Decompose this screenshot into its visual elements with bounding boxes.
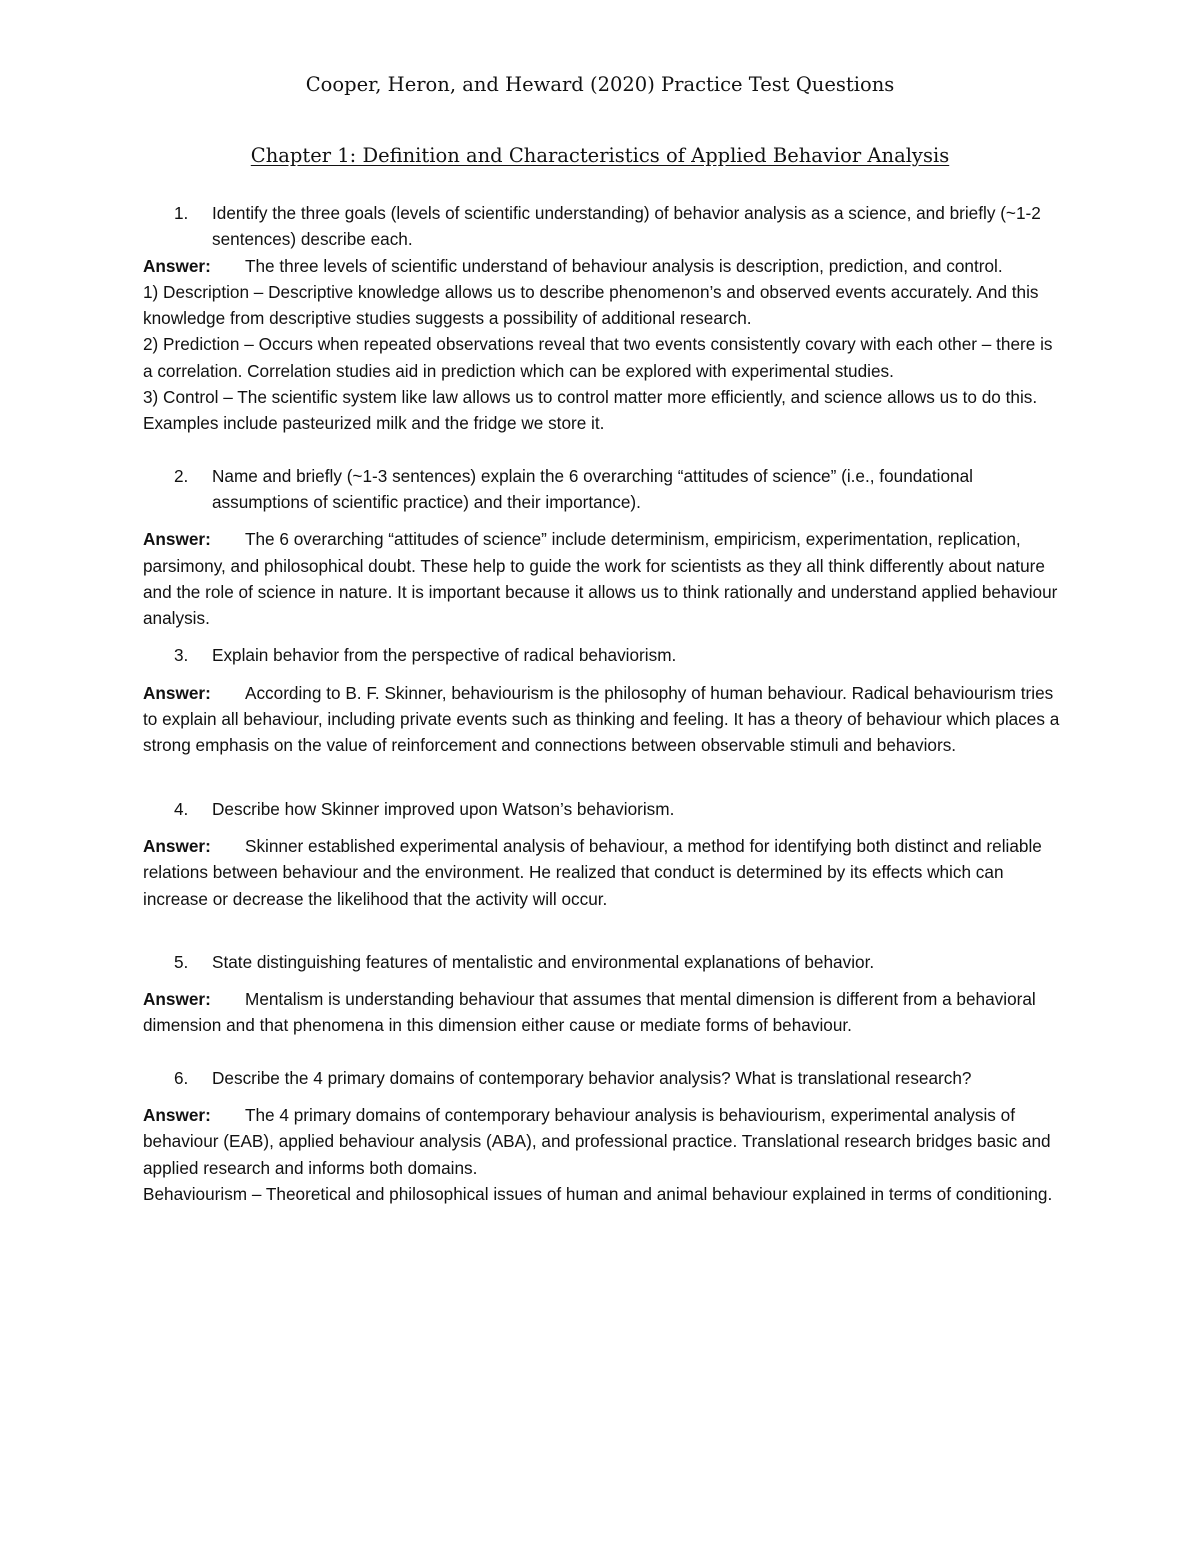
answer-detail: 1) Description – Descriptive knowledge allows us to describe phenomenon’s and observed events accurately. And this knowledge from descriptive studies suggests a possibility of additional research. bbox=[143, 281, 1039, 329]
answer-detail: Behaviourism – Theoretical and philosophical issues of human and animal behaviour explained in terms of conditioning. bbox=[143, 1183, 1053, 1204]
answer-text: The 4 primary domains of contemporary behaviour analysis is behaviourism, experimental analysis of behaviour (EAB), applied behaviour analysis (ABA), and professional practice. Translational research bridges basic and applied research and informs both domains. bbox=[143, 1105, 1051, 1178]
answer-label: Answer: bbox=[143, 529, 211, 550]
answer-text: The three levels of scientific understand of behaviour analysis is description, prediction, and control. bbox=[245, 255, 1003, 276]
chapter-title: Chapter 1: Definition and Characteristics of Applied Behavior Analysis bbox=[250, 144, 950, 167]
question-prompt: Describe how Skinner improved upon Watson’s behaviorism. bbox=[212, 798, 675, 819]
question-number: 1. bbox=[174, 203, 189, 223]
answer-label: Answer: bbox=[143, 255, 211, 276]
answer-text: Skinner established experimental analysis of behaviour, a method for identifying both distinct and reliable relations between behaviour and the environment. He realized that conduct is determined by its effects which can increase or decrease the likelihood that the activity will occur. bbox=[143, 835, 1042, 909]
question-prompt: Explain behavior from the perspective of radical behaviorism. bbox=[212, 645, 677, 666]
answer-1 bbox=[143, 253, 1063, 279]
question-prompt: Describe the 4 primary domains of contemporary behavior analysis? What is translational research? bbox=[212, 1067, 972, 1088]
answer-detail: 3) Control – The scientific system like law allows us to control matter more efficiently, and science allows us to do this. Examples include pasteurized milk and the fridge we store it. bbox=[143, 387, 1038, 434]
question-number: 4. bbox=[174, 798, 189, 819]
document-body bbox=[143, 200, 1063, 1207]
question-6 bbox=[143, 1065, 1063, 1091]
answer-4 bbox=[143, 833, 1063, 912]
question-4 bbox=[143, 796, 1063, 822]
answer-label: Answer: bbox=[143, 989, 211, 1010]
answer-2 bbox=[143, 526, 1063, 631]
answer-text: Mentalism is understanding behaviour that assumes that mental dimension is different from a behavioral dimension and that phenomena in this dimension either cause or mediate forms of behaviour. bbox=[143, 989, 1036, 1036]
question-number: 5. bbox=[174, 951, 189, 972]
question-prompt: State distinguishing features of mentalistic and environmental explanations of behavior. bbox=[212, 951, 875, 972]
answer-label: Answer: bbox=[143, 1105, 211, 1126]
answer-5 bbox=[143, 986, 1063, 1039]
question-prompt: Name and briefly (~1-3 sentences) explain the 6 overarching “attitudes of science” (i.e., foundational assumptions of scientific practice) and their importance). bbox=[212, 465, 973, 512]
answer-label: Answer: bbox=[143, 835, 211, 856]
question-number: 6. bbox=[174, 1067, 189, 1088]
question-3 bbox=[143, 642, 1063, 668]
answer-text: According to B. F. Skinner, behaviourism is the philosophy of human behaviour. Radical behaviourism tries to explain all behaviour, including private events such as thinking and feeling. It has a theory of behaviour which places a strong emphasis on the value of reinforcement and connections between observable stimuli and behaviors. bbox=[143, 682, 1060, 756]
question-prompt: Identify the three goals (levels of scientific understanding) of behavior analysis as a science, and briefly (~1-2 sentences) describe each. bbox=[212, 203, 1041, 250]
question-number: 3. bbox=[174, 645, 189, 666]
question-number: 2. bbox=[174, 465, 189, 486]
document-title: Cooper, Heron, and Heward (2020) Practice Test Questions bbox=[305, 73, 895, 96]
answer-label: Answer: bbox=[143, 682, 211, 703]
answer-3 bbox=[143, 680, 1063, 759]
answer-text: The 6 overarching “attitudes of science” include determinism, empiricism, experimentation, replication, parsimony, and philosophical doubt. These help to guide the work for scientists as they all think differently about nature and the role of science in nature. It is important because it allows us to think rationally and understand applied behaviour analysis. bbox=[143, 529, 1058, 629]
question-1 bbox=[143, 200, 1063, 253]
answer-detail: 2) Prediction – Occurs when repeated observations reveal that two events consistently covary with each other – there is a correlation. Correlation studies aid in prediction which can be explored with experimental studies. bbox=[143, 334, 1053, 381]
answer-6 bbox=[143, 1102, 1063, 1181]
question-5 bbox=[143, 949, 1063, 975]
question-2 bbox=[143, 463, 1063, 516]
